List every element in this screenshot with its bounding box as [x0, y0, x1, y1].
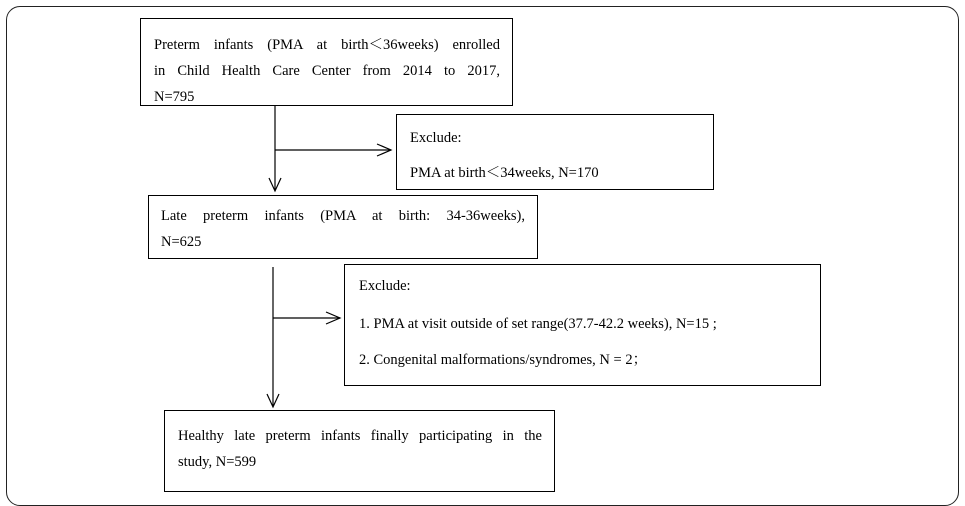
late-preterm-line-1: Late preterm infants (PMA at birth: 34-36weeks),: [161, 208, 525, 224]
final-line-1: Healthy late preterm infants finally participating in the: [178, 428, 542, 444]
final-line-2: study, N=599: [178, 454, 257, 470]
exclude-2-title: Exclude:: [359, 278, 411, 294]
preterm-line-3: N=795: [154, 89, 195, 105]
exclude-1-title: Exclude:: [410, 130, 462, 146]
exclude-2-item-1: 1. PMA at visit outside of set range(37.7-42.2 weeks), N=15 ;: [359, 316, 717, 332]
preterm-line-2: in Child Health Care Center from 2014 to 2017,: [154, 63, 500, 79]
exclude-2-item-2: 2. Congenital malformations/syndromes, N = 2；: [359, 352, 648, 368]
preterm-line-1: Preterm infants (PMA at birth＜36weeks) enrolled: [154, 37, 500, 53]
late-preterm-line-2: N=625: [161, 234, 202, 250]
exclude-1-item: PMA at birth＜34weeks, N=170: [410, 165, 599, 181]
